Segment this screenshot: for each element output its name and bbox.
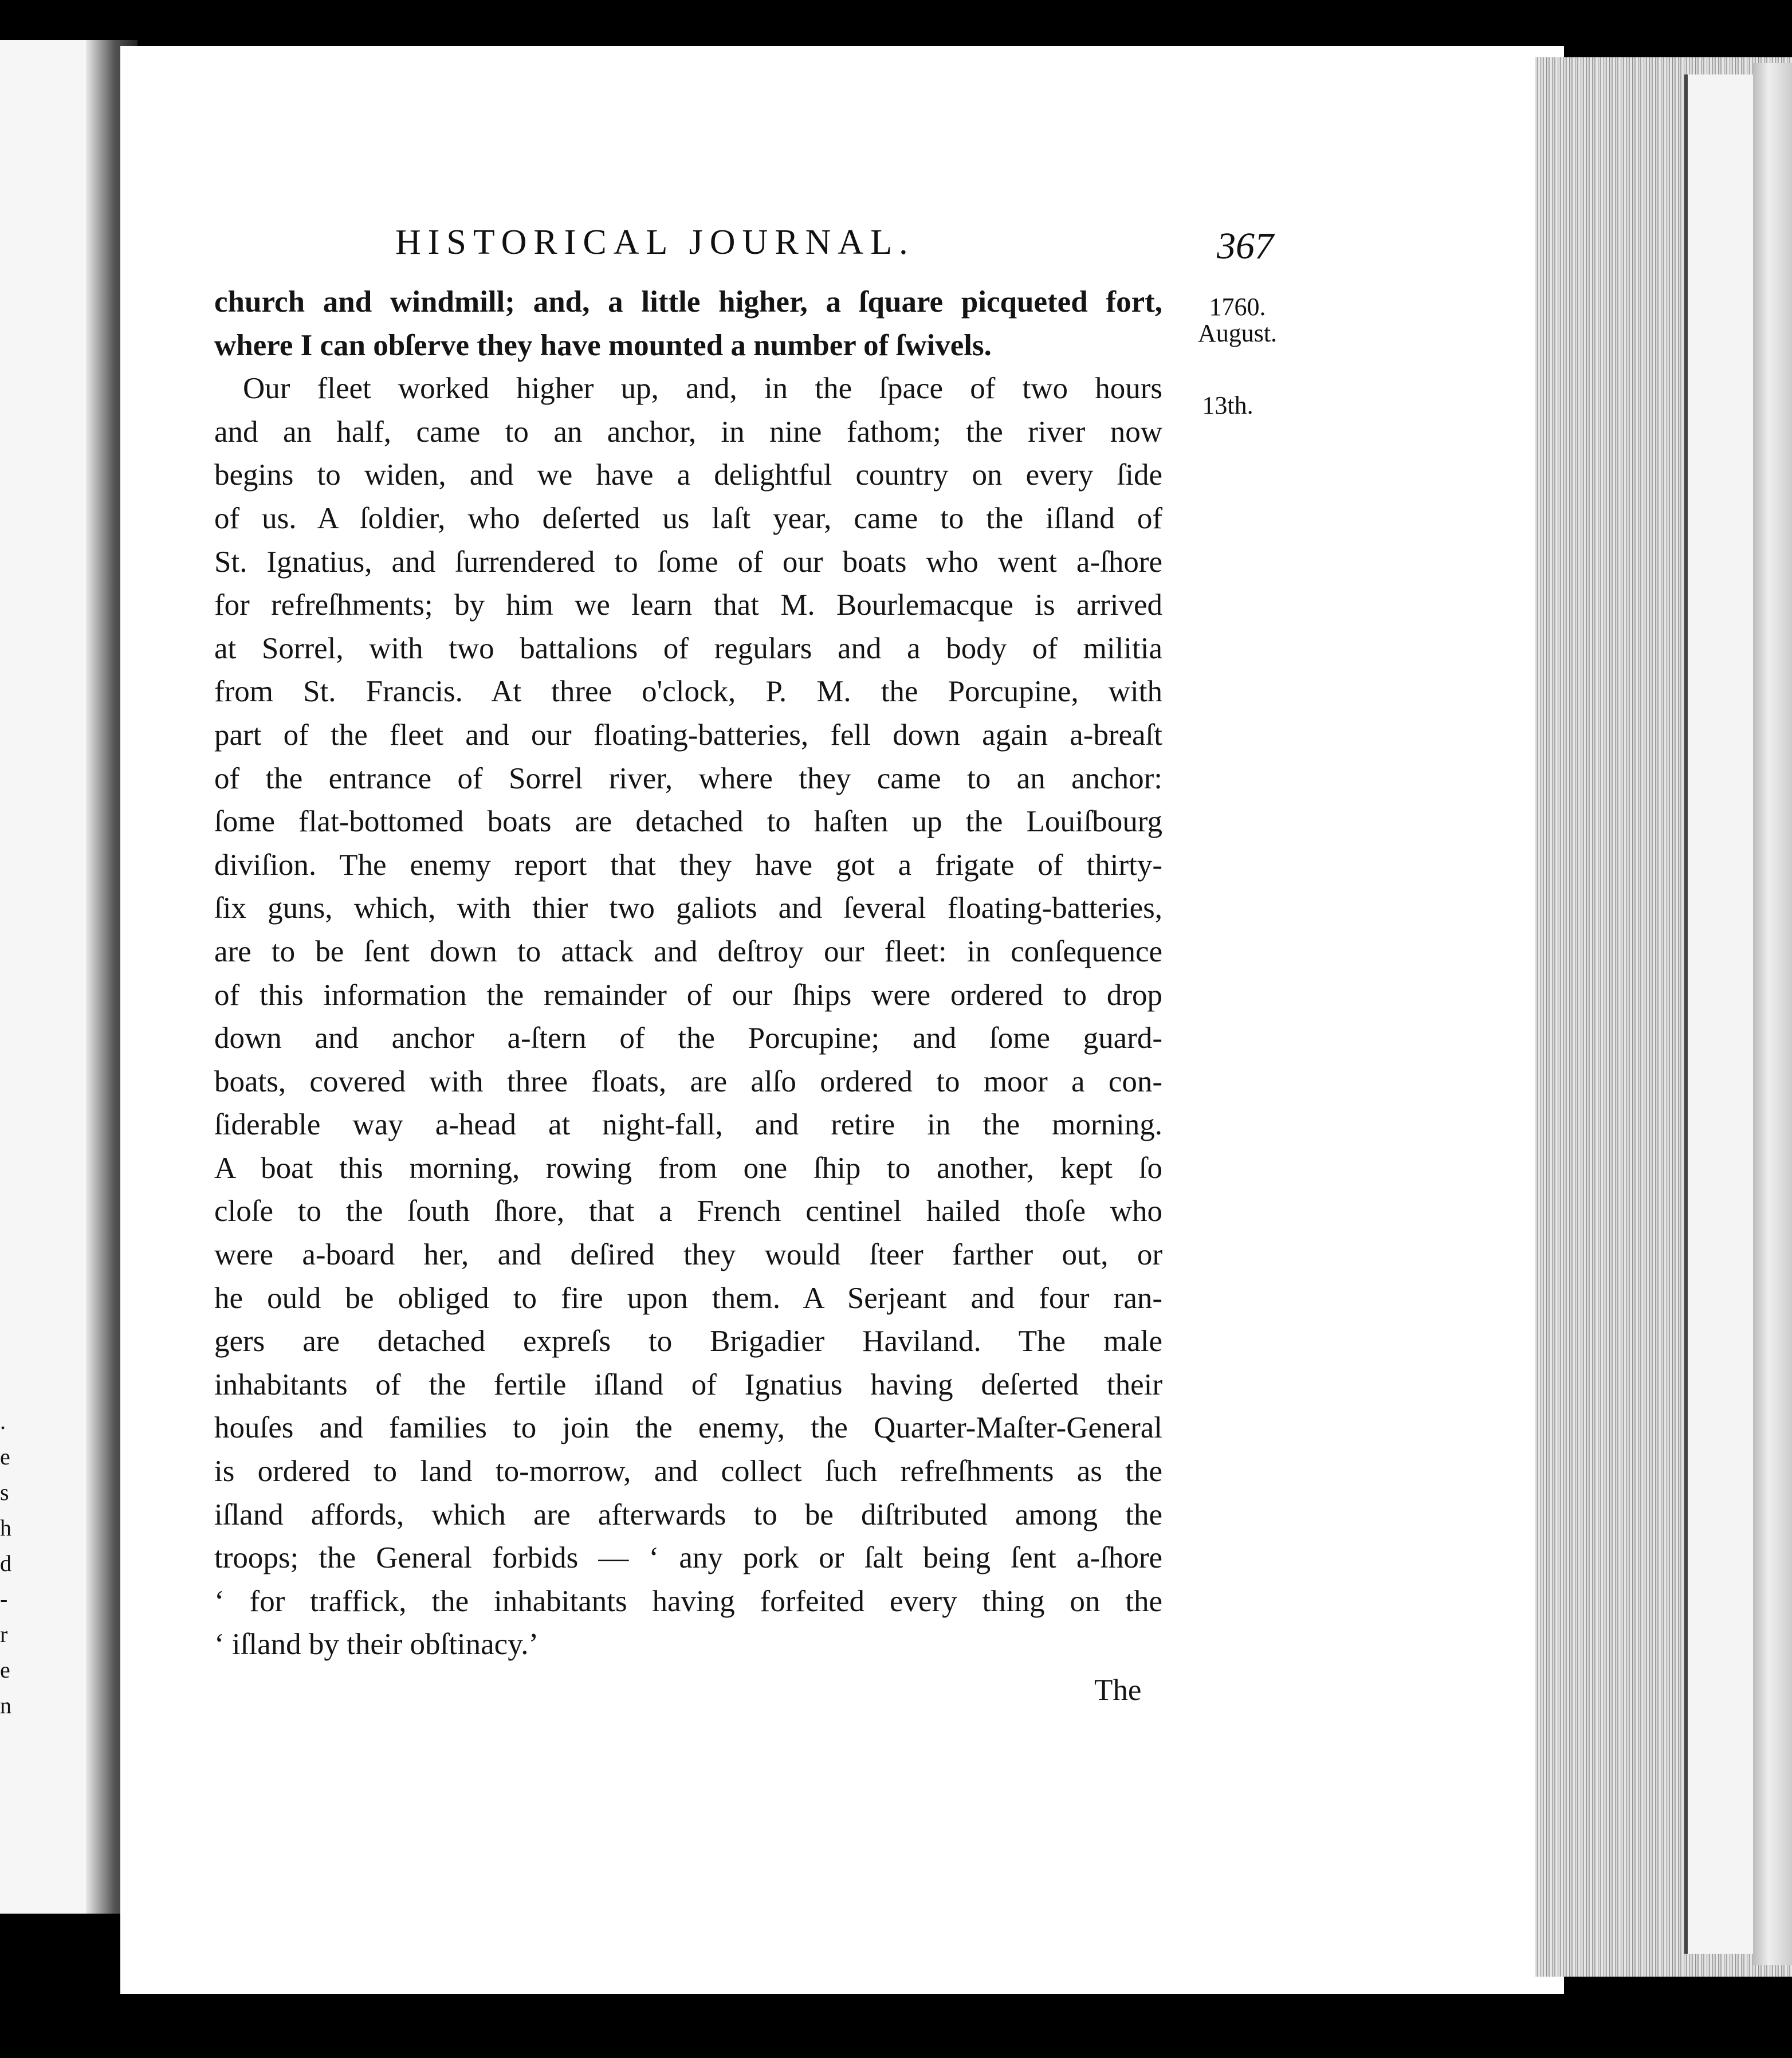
text-line: diviſion. The enemy report that they have got a frigate of thirty- [214,848,1162,882]
text-line: boats, covered with three floats, are alſo ordered to moor a con- [214,1065,1162,1098]
text-line: church and windmill; and, a little higher, a ſquare picqueted fort, [214,285,1162,319]
catchword: The [1094,1674,1142,1707]
left-page-text-fragments [0,1404,17,1723]
text-line: and an half, came to an anchor, in nine fathom; the river now [214,415,1162,449]
text-line: were a-board her, and deſired they would ſteer farther out, or [214,1238,1162,1272]
left-fragment: h [0,1515,11,1541]
text-line: inhabitants of the fertile iſland of Ignatius having deſerted their [214,1368,1162,1401]
left-fragment: . [0,1408,6,1434]
left-fragment: r [0,1621,8,1647]
text-line: where I can obſerve they have mounted a number of ſwivels. [214,328,992,362]
text-line: troops; the General forbids — ‘ any pork or ſalt being ſent a-ſhore [214,1541,1162,1575]
text-line: part of the fleet and our floating-batteries, fell down again a-breaſt [214,718,1162,752]
left-fragment: n [0,1692,11,1718]
book-cover-edge [1753,63,1792,1965]
text-line: A boat this morning, rowing from one ſhip to another, kept ſo [214,1151,1162,1185]
journal-body-text [214,281,1162,1667]
text-line: he ould be obliged to fire upon them. A Serjeant and four ran- [214,1281,1162,1315]
left-fragment: - [0,1586,8,1612]
running-title: HISTORICAL JOURNAL. [395,223,915,262]
text-line: St. Ignatius, and ſurrendered to ſome of our boats who went a-ſhore [214,545,1162,579]
text-line: down and anchor a-ſtern of the Porcupine; and ſome guard- [214,1022,1162,1055]
text-line: ‘ for traffick, the inhabitants having forfeited every thing on the [214,1584,1162,1618]
page-number: 367 [1217,225,1274,267]
left-fragment: d [0,1550,11,1576]
text-line: ‘ iſland by their obſtinacy.’ [214,1628,539,1662]
text-line: ſix guns, which, with thier two galiots and ſeveral floating-batteries, [214,891,1162,925]
left-fragment: e [0,1657,10,1683]
text-line: houſes and families to join the enemy, the Quarter-Maſter-General [214,1411,1162,1445]
text-line: at Sorrel, with two battalions of regulars and a body of militia [214,631,1162,665]
text-line: for refreſhments; by him we learn that M. Bourlemacque is arrived [214,588,1162,622]
text-line: ſome flat-bottomed boats are detached to haſten up the Louiſbourg [214,805,1162,839]
text-line: of this information the remainder of our ſhips were ordered to drop [214,978,1162,1012]
text-line: gers are detached expreſs to Brigadier Haviland. The male [214,1325,1162,1358]
margin-note-year: 1760. [1209,293,1266,321]
left-fragment: s [0,1479,9,1505]
text-line: Our fleet worked higher up, and, in the ſpace of two hours [243,372,1162,406]
text-line: begins to widen, and we have a delightful country on every ſide [214,458,1162,492]
text-line: of the entrance of Sorrel river, where they came to an anchor: [214,761,1162,795]
text-line: cloſe to the ſouth ſhore, that a French centinel hailed thoſe who [214,1195,1162,1228]
text-line: from St. Francis. At three o'clock, P. M. the Porcupine, with [214,675,1162,709]
margin-note-month: August. [1197,319,1278,347]
text-line: of us. A ſoldier, who deſerted us laſt year, came to the iſland of [214,501,1162,535]
text-line: iſland affords, which are afterwards to be diſtributed among the [214,1498,1162,1531]
text-line: is ordered to land to-morrow, and collect ſuch refreſhments as the [214,1455,1162,1488]
text-line: ſiderable way a-head at night-fall, and retire in the morning. [214,1108,1162,1142]
page-edge-block [1684,74,1759,1954]
text-line: are to be ſent down to attack and deſtroy our fleet: in conſequence [214,934,1162,968]
left-fragment: e [0,1444,10,1470]
margin-note-day: 13th. [1202,391,1253,419]
